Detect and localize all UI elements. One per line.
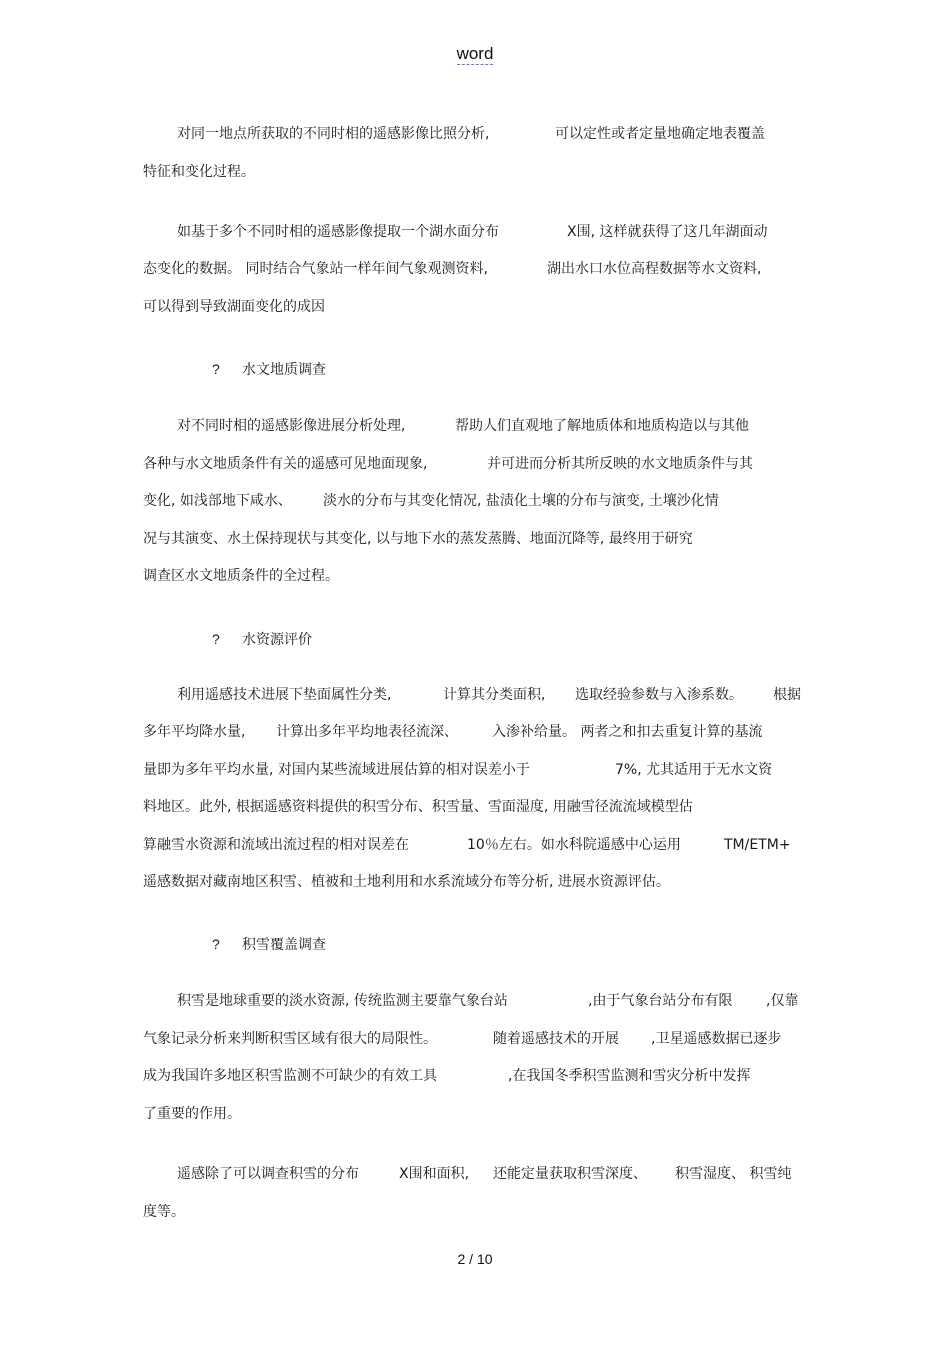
text-segment: 况与其演变、水土保持现状与其变化, 以与地下水的蒸发蒸腾、地面沉降等, 最终用于研究 xyxy=(143,531,693,547)
text-segment: 计算出多年平均地表径流深、 xyxy=(276,724,458,740)
text-segment: 对同一地点所获取的不同时相的遥感影像比照分析, xyxy=(177,126,490,142)
paragraph-1-line-2 xyxy=(143,162,255,182)
text-segment: 量即为多年平均水量, 对国内某些流域进展估算的相对误差小于 xyxy=(143,762,530,778)
text-segment: 气象记录分析来判断积雪区域有很大的局限性。 xyxy=(143,1031,437,1047)
paragraph-3-line-4 xyxy=(143,529,693,549)
text-segment: 积雪是地球重要的淡水资源, 传统监测主要靠气象台站 xyxy=(177,993,508,1009)
heading-text: 水文地质调查 xyxy=(242,362,326,378)
text-segment: 湖出水口水位高程数据等水文资料, xyxy=(547,261,762,277)
heading-text: 积雪覆盖调查 xyxy=(242,937,326,953)
paragraph-1-line-1 xyxy=(177,124,765,144)
paragraph-2-line-3 xyxy=(143,297,325,317)
section-heading-water-resources xyxy=(212,629,312,649)
paragraph-5-line-4 xyxy=(143,1104,241,1124)
text-segment: ,仅靠 xyxy=(766,993,799,1009)
text-segment: 多年平均降水量, xyxy=(143,724,246,740)
text-segment: 积雪湿度、 积雪纯 xyxy=(675,1166,792,1182)
bullet-icon: ? xyxy=(212,631,220,647)
document-header xyxy=(0,44,950,64)
text-segment: 调查区水文地质条件的全过程。 xyxy=(143,568,339,584)
text-segment: X围和面积, xyxy=(399,1166,470,1182)
header-title: word xyxy=(456,44,494,63)
paragraph-4-line-3 xyxy=(143,760,772,780)
paragraph-4-line-5 xyxy=(143,835,791,855)
text-segment: 如基于多个不同时相的遥感影像提取一个湖水面分布 xyxy=(177,224,499,240)
section-heading-hydrogeology xyxy=(212,359,326,379)
bullet-icon: ? xyxy=(212,361,220,377)
text-segment: 7%, 尤其适用于无水文资 xyxy=(615,762,773,778)
paragraph-3-line-1 xyxy=(177,416,749,436)
paragraph-4-line-2 xyxy=(143,722,762,742)
text-segment: ,在我国冬季积雪监测和雪灾分析中发挥 xyxy=(508,1068,751,1084)
text-segment: 并可进而分析其所反映的水文地质条件与其 xyxy=(487,456,753,472)
text-segment: 10％左右。如水科院遥感中心运用 xyxy=(467,837,681,853)
text-segment: 入渗补给量。 两者之和扣去重复计算的基流 xyxy=(492,724,763,740)
text-segment: 各种与水文地质条件有关的遥感可见地面现象, xyxy=(143,456,428,472)
paragraph-5-line-2 xyxy=(143,1029,781,1049)
paragraph-5-line-1 xyxy=(177,991,798,1011)
paragraph-6-line-1 xyxy=(177,1164,791,1184)
paragraph-4-line-4 xyxy=(143,797,693,817)
text-segment: 遥感除了可以调查积雪的分布 xyxy=(177,1166,359,1182)
paragraph-6-line-2 xyxy=(143,1202,185,1222)
text-segment: 计算其分类面积, xyxy=(443,687,546,703)
text-segment: 淡水的分布与其变化情况, 盐渍化土壤的分布与演变, 土壤沙化情 xyxy=(323,493,719,509)
text-segment: 利用遥感技术进展下垫面属性分类, xyxy=(177,687,392,703)
text-segment: ,卫星遥感数据已逐步 xyxy=(651,1031,782,1047)
text-segment: 变化, 如浅部地下咸水、 xyxy=(143,493,292,509)
text-segment: 成为我国许多地区积雪监测不可缺少的有效工具 xyxy=(143,1068,437,1084)
text-segment: 帮助人们直观地了解地质体和地质构造以与其他 xyxy=(455,418,749,434)
text-segment: 根据 xyxy=(773,687,801,703)
text-segment: 遥感数据对藏南地区积雪、植被和土地利用和水系流域分布等分析, 进展水资源评估。 xyxy=(143,874,670,890)
paragraph-3-line-2 xyxy=(143,454,753,474)
text-segment: 随着遥感技术的开展 xyxy=(493,1031,619,1047)
paragraph-2-line-1 xyxy=(177,222,768,242)
page-number: 2 / 10 xyxy=(457,1251,493,1267)
text-segment: 算融雪水资源和流域出流过程的相对误差在 xyxy=(143,837,409,853)
heading-text: 水资源评价 xyxy=(242,632,312,648)
text-segment: 度等。 xyxy=(143,1204,185,1220)
paragraph-3-line-5 xyxy=(143,566,339,586)
text-segment: 选取经验参数与入渗系数。 xyxy=(575,687,743,703)
text-segment: 态变化的数据。 同时结合气象站一样年间气象观测资料, xyxy=(143,261,488,277)
paragraph-5-line-3 xyxy=(143,1066,750,1086)
text-segment: 还能定量获取积雪深度、 xyxy=(493,1166,647,1182)
text-segment: 可以定性或者定量地确定地表覆盖 xyxy=(555,126,765,142)
text-segment: ,由于气象台站分布有限 xyxy=(588,993,733,1009)
text-segment: 特征和变化过程。 xyxy=(143,164,255,180)
paragraph-4-line-1 xyxy=(177,685,801,705)
text-segment: TM/ETM+ xyxy=(724,837,791,853)
paragraph-4-line-6 xyxy=(143,872,670,892)
text-segment: 可以得到导致湖面变化的成因 xyxy=(143,299,325,315)
text-segment: 了重要的作用。 xyxy=(143,1106,241,1122)
text-segment: X围, 这样就获得了这几年湖面动 xyxy=(567,224,768,240)
paragraph-2-line-2 xyxy=(143,259,761,279)
text-segment: 对不同时相的遥感影像进展分析处理, xyxy=(177,418,406,434)
paragraph-3-line-3 xyxy=(143,491,719,511)
bullet-icon: ? xyxy=(212,936,220,952)
section-heading-snow-cover xyxy=(212,934,326,954)
text-segment: 料地区。此外, 根据遥感资料提供的积雪分布、积雪量、雪面湿度, 用融雪径流流域模型估 xyxy=(143,799,693,815)
